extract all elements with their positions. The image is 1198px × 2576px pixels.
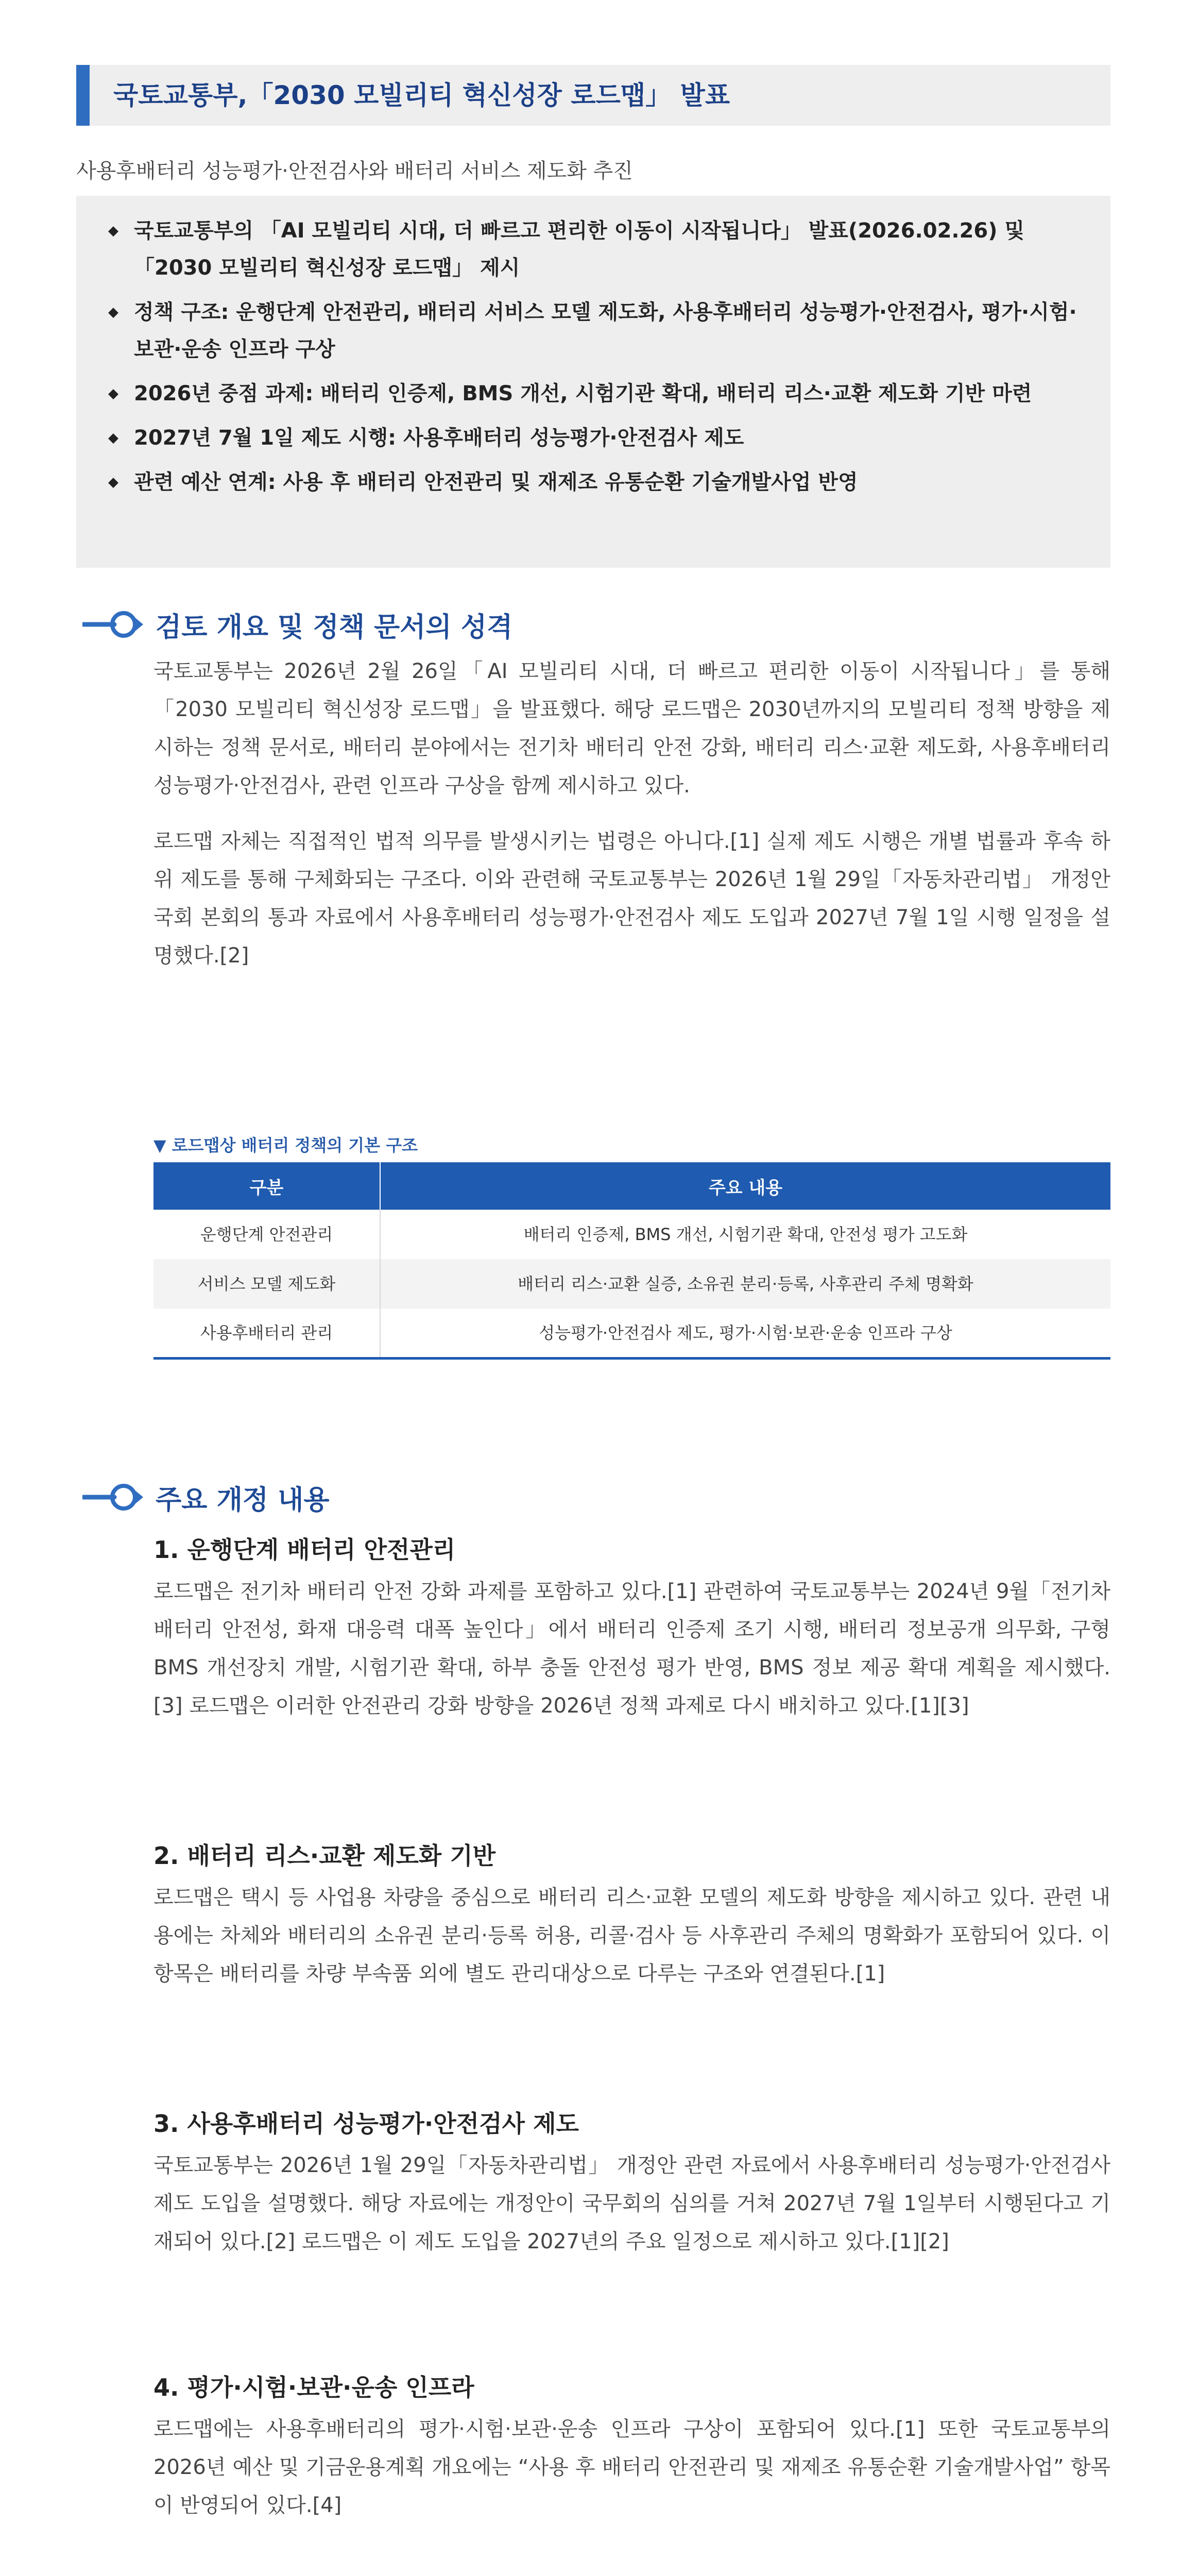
overview-paragraph-1: 국토교통부는 2026년 2월 26일「AI 모빌리티 시대, 더 빠르고 편리한 이동이 시작됩니다」를 통해「2030 모빌리티 혁신성장 로드맵」을 발표했다. 해당 로드맵은 2030년까지의 모빌리티 정책 방향을 제시하는 정책 문서로, 배터리 분야에서는 전기차 배터리 안전 강화, 배터리 리스·교환 제도화, 사용후배터리 성능평가·안전검사, 관련 인프라 구상을 함께 제시하고 있다. [153, 659, 1110, 798]
overview-paragraph-2: 로드맵 자체는 직접적인 법적 의무를 발생시키는 법령은 아니다.[1] 실제 제도 시행은 개별 법률과 후속 하위 제도를 통해 구체화되는 구조다. 이와 관련해 국토교통부는 2026년 1월 29일「자동차관리법」 개정안 국회 본회의 통과 자료에서 사용후배터리 성능평가·안전검사 제도 도입과 2027년 7월 1일 시행 일정을 설명했다.[2] [153, 829, 1110, 968]
subsection-heading: 4. 평가·시험·보관·운송 인프라 [153, 2374, 474, 2401]
subsection-body: 국토교통부는 2026년 1월 29일「자동차관리법」 개정안 관련 자료에서 사용후배터리 성능평가·안전검사 제도 도입을 설명했다. 해당 자료에는 개정안이 국무회의 심의를 거쳐 2027년 7월 1일부터 시행된다고 기재되어 있다.[2] 로드맵은 이 제도 도입을 2027년의 주요 일정으로 제시하고 있다.[1][2] [153, 2154, 1110, 2253]
summary-item: ◆ 관련 예산 연계: 사용 후 배터리 안전관리 및 재제조 유통순환 기술개발사업 반영 [105, 464, 1090, 501]
page-subtitle: 사용후배터리 성능평가·안전검사와 배터리 서비스 제도화 추진 [76, 159, 633, 183]
table-caption: ▼ 로드맵상 배터리 정책의 기본 구조 [153, 1136, 418, 1155]
table-cell: 성능평가·안전검사 제도, 평가·시험·보관·운송 인프라 구상 [380, 1309, 1110, 1358]
title-bar [76, 65, 1110, 126]
table-cell: 사용후배터리 관리 [200, 1323, 333, 1343]
subsection-body: 로드맵은 전기차 배터리 안전 강화 과제를 포함하고 있다.[1] 관련하여 국토교통부는 2024년 9월「전기차 배터리 안전성, 화재 대응력 대폭 높인다」에서 배터리 인증제 조기 시행, 배터리 정보공개 의무화, 구형 BMS 개선장치 개발, 시험기관 확대, 하부 충돌 안전성 평가 반영, BMS 정보 제공 확대 계획을 제시했다.[3] 로드맵은 이러한 안전관리 강화 방향을 2026년 정책 과제로 다시 배치하고 있다.[1][3] [153, 1580, 1110, 1718]
section-overview-header [82, 604, 512, 645]
summary-item: ◆ 국토교통부의 「AI 모빌리티 시대, 더 빠르고 편리한 이동이 시작됩니다」 발표(2026.02.26) 및 「2030 모빌리티 혁신성장 로드맵」 제시 [105, 212, 1090, 286]
subsection-body: 로드맵에는 사용후배터리의 평가·시험·보관·운송 인프라 구상이 포함되어 있다.[1] 또한 국토교통부의 2026년 예산 및 기금운용계획 개요에는 “사용 후 배터리 안전관리 및 재제조 유통순환 기술개발사업” 항목이 반영되어 있다.[4] [153, 2417, 1110, 2517]
table-header-cell: 주요 내용 [380, 1162, 1110, 1210]
table-cell: 운행단계 안전관리 [200, 1225, 333, 1244]
page-title: 국토교통부,「2030 모빌리티 혁신성장 로드맵」 발표 [113, 80, 730, 110]
section-heading: 검토 개요 및 정책 문서의 성격 [156, 612, 513, 643]
table-cell: 서비스 모델 제도화 [153, 1259, 380, 1309]
summary-list [105, 212, 1090, 501]
subsection-heading: 2. 배터리 리스·교환 제도화 기반 [153, 1842, 496, 1870]
table-cell: 배터리 인증제, BMS 개선, 시험기관 확대, 안전성 평가 고도화 [380, 1210, 1110, 1259]
table-header-cell: 구분 [153, 1162, 380, 1210]
arrow-circle-icon [82, 609, 144, 640]
table-row [153, 1259, 1110, 1309]
summary-item: ◆ 2026년 중점 과제: 배터리 인증제, BMS 개선, 시험기관 확대, 배터리 리스·교환 제도화 기반 마련 [105, 375, 1090, 412]
table-row [153, 1309, 1110, 1358]
subsection-heading: 1. 운행단계 배터리 안전관리 [153, 1536, 456, 1564]
subsection-body: 로드맵은 택시 등 사업용 차량을 중심으로 배터리 리스·교환 모델의 제도화 방향을 제시하고 있다. 관련 내용에는 차체와 배터리의 소유권 분리·등록 허용, 리콜·검사 등 사후관리 주체의 명확화가 포함되어 있다. 이 항목은 배터리를 차량 부속품 외에 별도 관리대상으로 다루는 구조와 연결된다.[1] [153, 1886, 1110, 1986]
table-header-row [153, 1162, 1110, 1210]
section-revision-header [82, 1477, 330, 1518]
policy-structure-table [153, 1162, 1110, 1360]
section-heading: 주요 개정 내용 [156, 1484, 330, 1516]
summary-box [76, 196, 1110, 568]
arrow-circle-icon [82, 1482, 144, 1513]
summary-item: ◆ 2027년 7월 1일 제도 시행: 사용후배터리 성능평가·안전검사 제도 [105, 419, 1090, 456]
table-row [153, 1210, 1110, 1259]
summary-item: ◆ 정책 구조: 운행단계 안전관리, 배터리 서비스 모델 제도화, 사용후배터리 성능평가·안전검사, 평가·시험·보관·운송 인프라 구상 [105, 294, 1090, 368]
subsection-heading: 3. 사용후배터리 성능평가·안전검사 제도 [153, 2110, 579, 2138]
table-cell: 배터리 리스·교환 실증, 소유권 분리·등록, 사후관리 주체 명확화 [380, 1259, 1110, 1309]
